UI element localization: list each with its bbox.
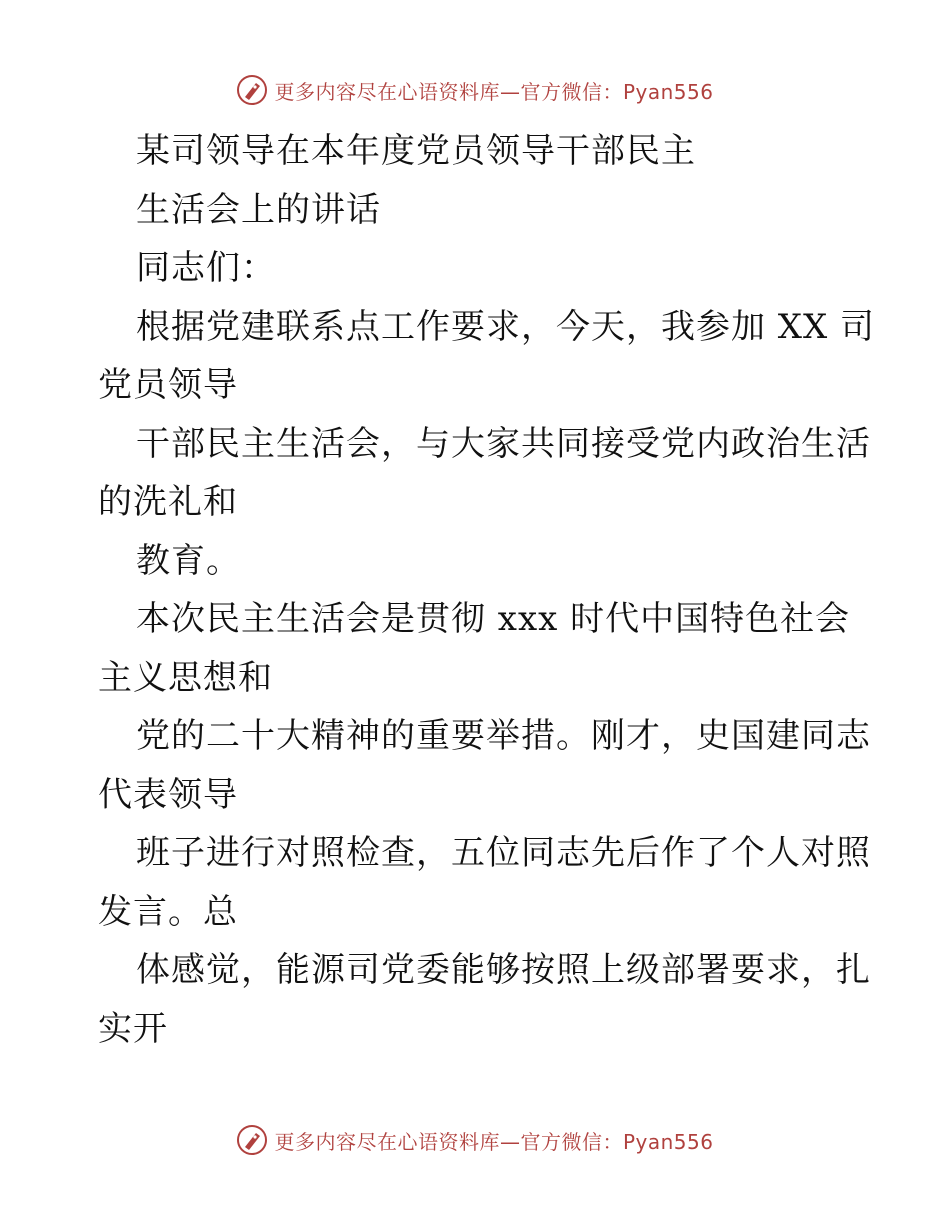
text-line: 发言。总: [98, 891, 238, 932]
text-line: 本次民主生活会是贯彻 xxx 时代中国特色社会: [136, 599, 851, 639]
text-line: 主义思想和: [98, 657, 273, 698]
watermark-banner-top: [0, 70, 950, 110]
text-line: 根据党建联系点工作要求，今天，我参加 XX 司: [136, 306, 876, 347]
text-line: 某司领导在本年度党员领导干部民主: [136, 131, 696, 171]
text-line: 干部民主生活会，与大家共同接受党内政治生活: [136, 423, 871, 464]
text-line: 体感觉，能源司党委能够按照上级部署要求，扎: [136, 950, 871, 990]
text-line: 同志们：: [136, 248, 276, 288]
text-line: 的洗礼和: [98, 482, 238, 522]
text-line: 生活会上的讲话: [136, 189, 381, 230]
watermark-text: 更多内容尽在心语资料库—官方微信：Pyan556: [274, 1129, 714, 1154]
text-line: 教育。: [136, 540, 241, 581]
watermark-text: 更多内容尽在心语资料库—官方微信：Pyan556: [274, 79, 714, 104]
text-line: 党员领导: [98, 365, 238, 405]
text-line: 代表领导: [98, 774, 238, 815]
text-line: 班子进行对照检查，五位同志先后作了个人对照: [136, 833, 871, 873]
pen-nib-logo-icon: [236, 74, 268, 106]
watermark-banner-bottom: [0, 1120, 950, 1160]
text-line: 党的二十大精神的重要举措。刚才，史国建同志: [136, 716, 871, 756]
document-body: [98, 122, 876, 1058]
pen-nib-logo-icon: [236, 1124, 268, 1156]
text-line: 实开: [98, 1008, 168, 1049]
